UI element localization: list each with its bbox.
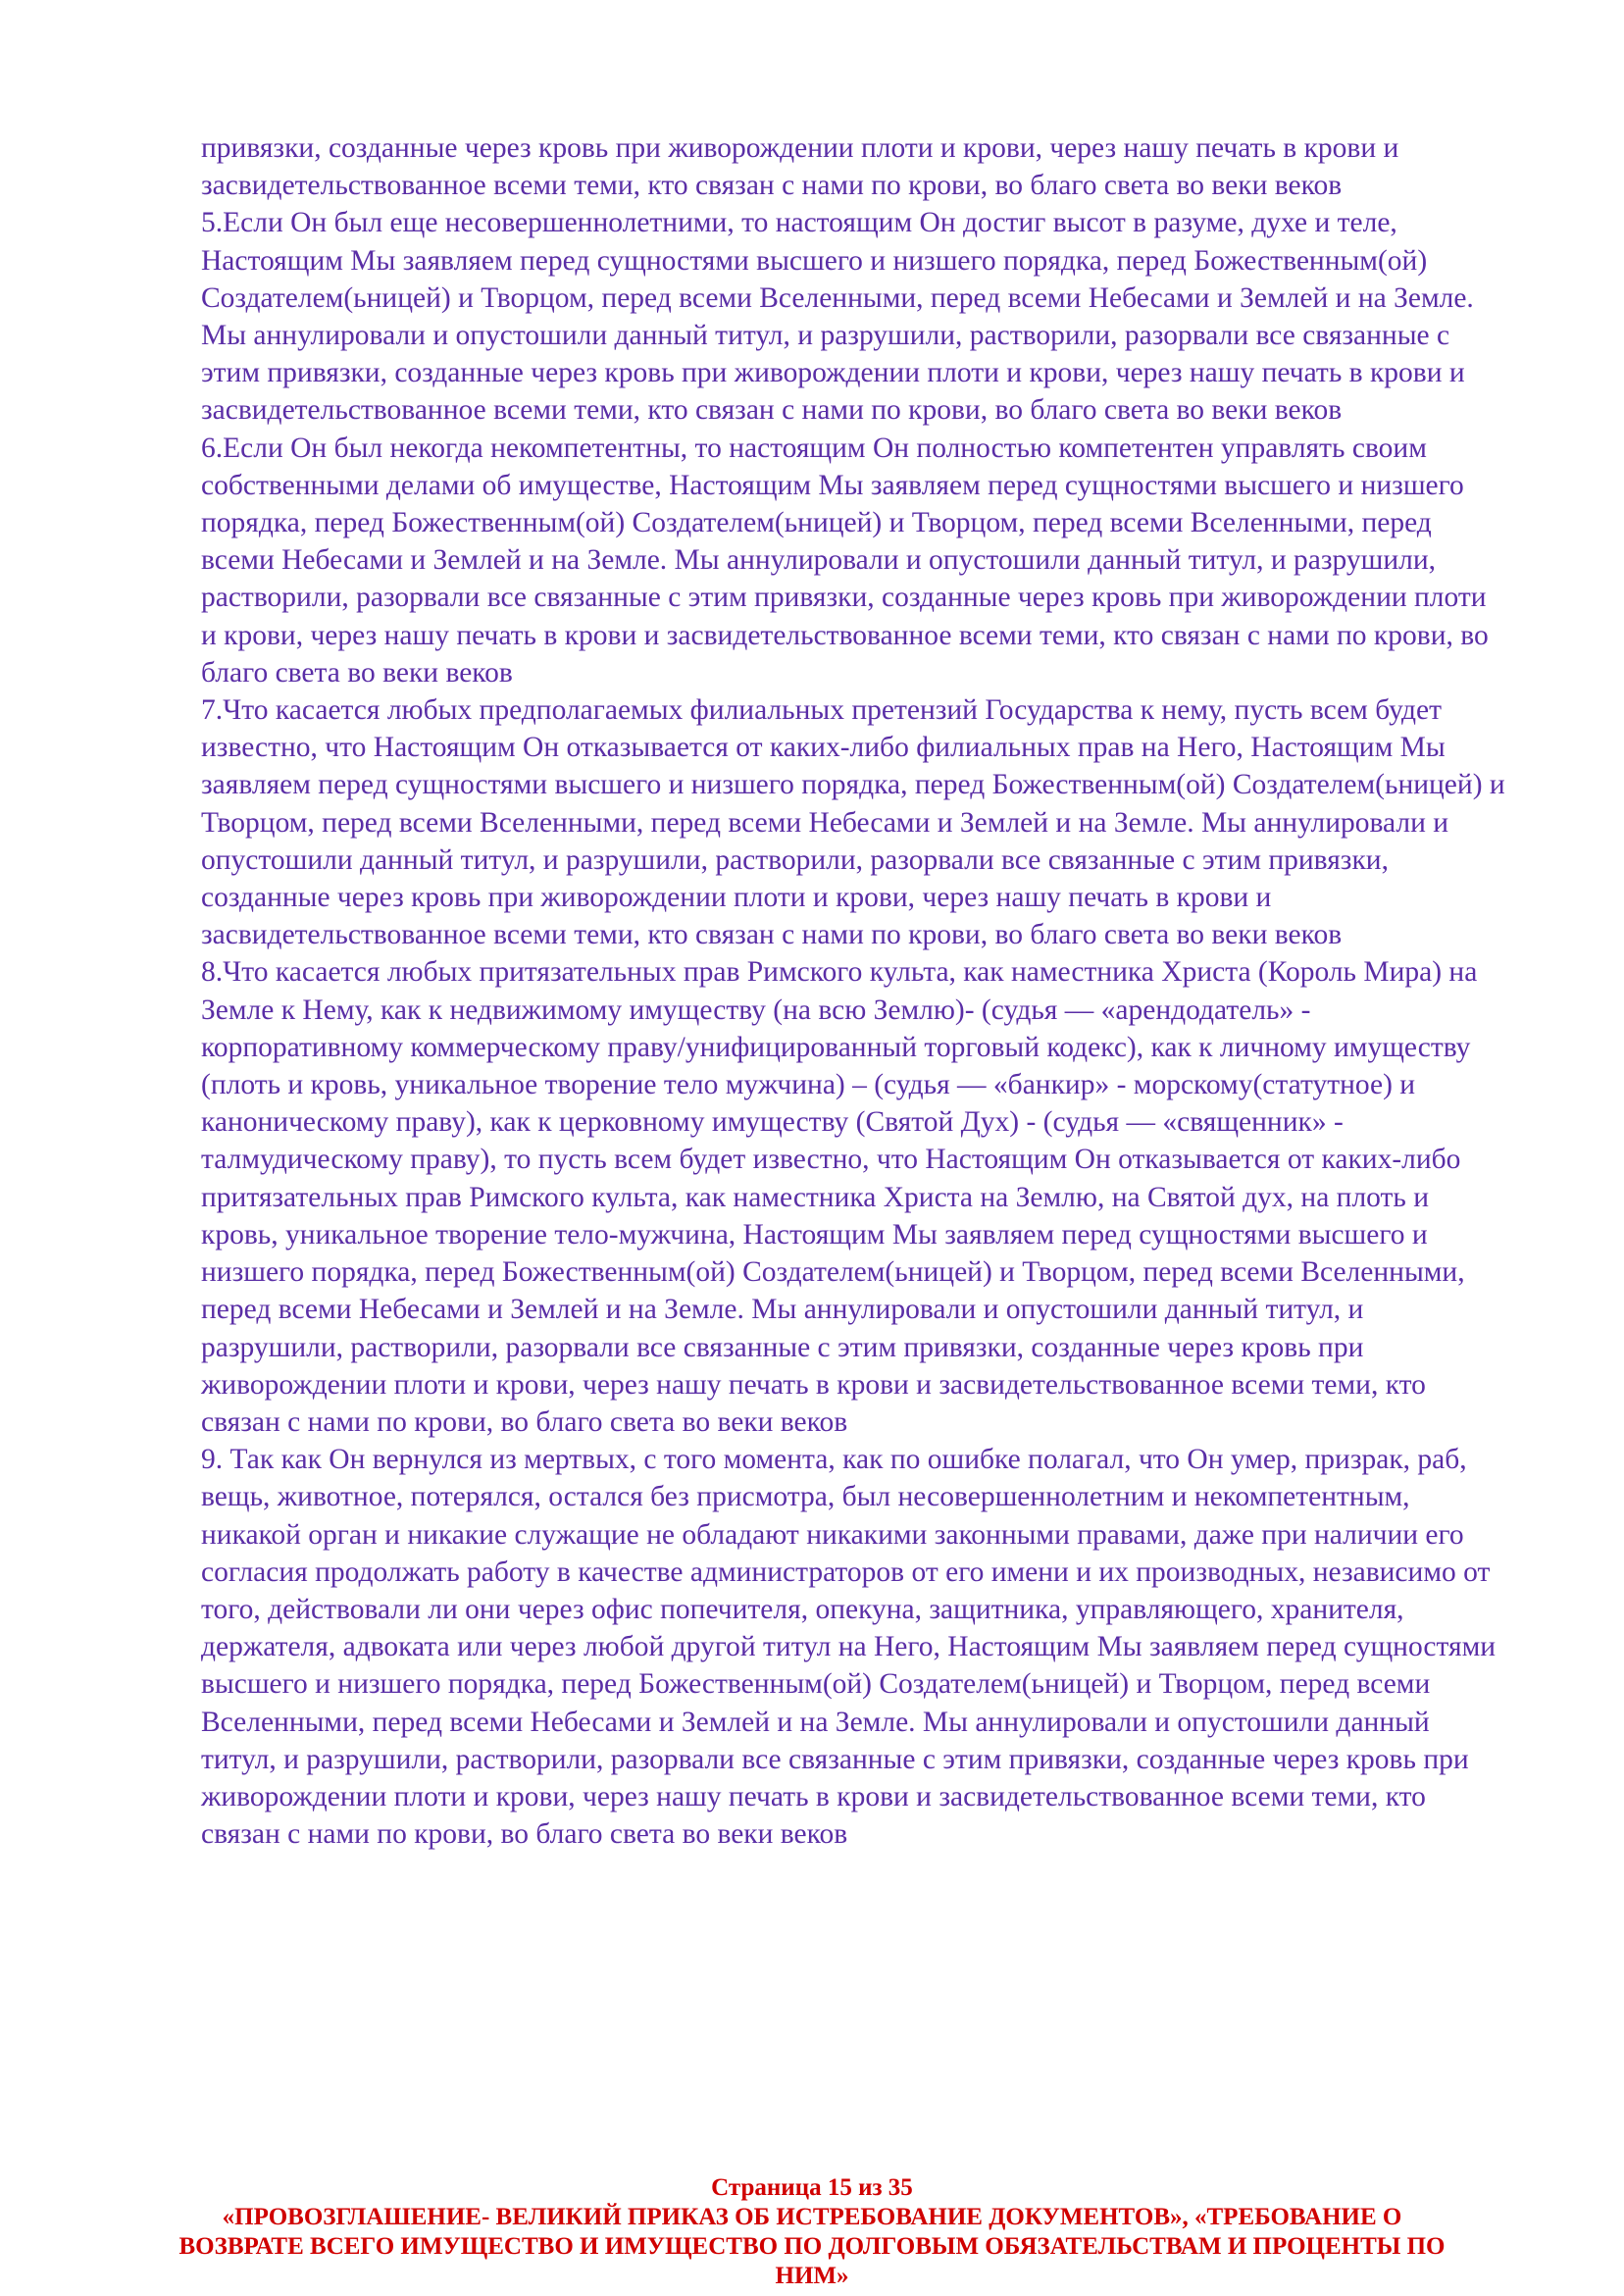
- paragraph-item-7: 7.Что касается любых предполагаемых филиальных претензий Государства к нему, пусть всем будет известно, что Настоящим Он отказывается от каких-либо филиальных прав на Него, Настоящим Мы заявляем перед сущностями высшего и низшего порядка, перед Божественным(ой) Создателем(ьницей) и Творцом, перед всеми Вселенными, перед всеми Небесами и Землей и на Земле. Мы аннулировали и опустошили данный титул, и разрушили, растворили, разорвали все связанные с этим привязки, созданные через кровь при живорождении плоти и крови, через нашу печать в крови и засвидетельствованное всеми теми, кто связан с нами по крови, во благо света во веки веков: [201, 694, 1505, 951]
- paragraph-item-6: 6.Если Он был некогда некомпетентны, то настоящим Он полностью компетентен управлять своим собственными делами об имуществе, Настоящим Мы заявляем перед сущностями высшего и низшего порядка, перед Божественным(ой) Создателем(ьницей) и Творцом, перед всеми Вселенными, перед всеми Небесами и Землей и на Земле. Мы аннулировали и опустошили данный титул, и разрушили, растворили, разорвали все связанные с этим привязки, созданные через кровь при живорождении плоти и крови, через нашу печать в крови и засвидетельствованное всеми теми, кто связан с нами по крови, во благо света во веки веков: [201, 432, 1489, 689]
- paragraph-item-8: 8.Что касается любых притязательных прав Римского культа, как наместника Христа (Король Мира) на Земле к Нему, как к недвижимому имуществу (на всю Землю)- (судья — «арендодатель» - корпоративному коммерческому праву/унифицированный торговый кодекс), как к личному имуществу (плоть и кровь, уникальное творение тело мужчина) – (судья — «банкир» - морскому(статутное) и каноническому праву), как к церковному имуществу (Святой Дух) - (судья — «священник» - талмудическому праву), то пусть всем будет известно, что Настоящим Он отказывается от каких-либо притязательных прав Римского культа, как наместника Христа на Землю, на Святой дух, на плоть и кровь, уникальное творение тело-мужчина, Настоящим Мы заявляем перед сущностями высшего и низшего порядка, перед Божественным(ой) Создателем(ьницей) и Творцом, перед всеми Вселенными, перед всеми Небесами и Землей и на Земле. Мы аннулировали и опустошили данный титул, и разрушили, растворили, разорвали все связанные с этим привязки, созданные через кровь при живорождении плоти и крови, через нашу печать в крови и засвидетельствованное всеми теми, кто связан с нами по крови, во благо света во веки веков: [201, 956, 1478, 1438]
- page-number: Страница 15 из 35: [711, 2174, 913, 2201]
- paragraph-item-5: 5.Если Он был еще несовершеннолетними, то настоящим Он достиг высот в разуме, духе и теле, Настоящим Мы заявляем перед сущностями высшего и низшего порядка, перед Божественным(ой) Создателем(ьницей) и Творцом, перед всеми Вселенными, перед всеми Небесами и Землей и на Земле. Мы аннулировали и опустошили данный титул, и разрушили, растворили, разорвали все связанные с этим привязки, созданные через кровь при живорождении плоти и крови, через нашу печать в крови и засвидетельствованное всеми теми, кто связан с нами по крови, во благо света во веки веков: [201, 207, 1474, 427]
- document-body: [201, 129, 1505, 1853]
- footer-title-line-3: НИМ»: [775, 2263, 849, 2289]
- page-footer: [98, 2173, 1526, 2291]
- footer-title-line-2: ВОЗВРАТЕ ВСЕГО ИМУЩЕСТВО И ИМУЩЕСТВО ПО ДОЛГОВЫМ ОБЯЗАТЕЛЬСТВАМ И ПРОЦЕНТЫ ПО: [178, 2233, 1446, 2260]
- paragraph-continuation: привязки, созданные через кровь при живорождении плоти и крови, через нашу печать в крови и засвидетельствованное всеми теми, кто связан с нами по крови, во благо света во веки веков: [201, 132, 1399, 202]
- paragraph-item-9: 9. Так как Он вернулся из мертвых, с того момента, как по ошибке полагал, что Он умер, призрак, раб, вещь, животное, потерялся, остался без присмотра, был несовершеннолетним и некомпетентным, никакой орган и никакие служащие не обладают никакими законными правами, даже при наличии его согласия продолжать работу в качестве администраторов от его имени и их производных, независимо от того, действовали ли они через офис попечителя, опекуна, защитника, управляющего, хранителя, держателя, адвоката или через любой другой титул на Него, Настоящим Мы заявляем перед сущностями высшего и низшего порядка, перед Божественным(ой) Создателем(ьницей) и Творцом, перед всеми Вселенными, перед всеми Небесами и Землей и на Земле. Мы аннулировали и опустошили данный титул, и разрушили, растворили, разорвали все связанные с этим привязки, созданные через кровь при живорождении плоти и крови, через нашу печать в крови и засвидетельствованное всеми теми, кто связан с нами по крови, во благо света во веки веков: [201, 1444, 1497, 1851]
- footer-title-line-1: «ПРОВОЗГЛАШЕНИЕ- ВЕЛИКИЙ ПРИКАЗ ОБ ИСТРЕБОВАНИЕ ДОКУМЕНТОВ», «ТРЕБОВАНИЕ О: [222, 2204, 1402, 2230]
